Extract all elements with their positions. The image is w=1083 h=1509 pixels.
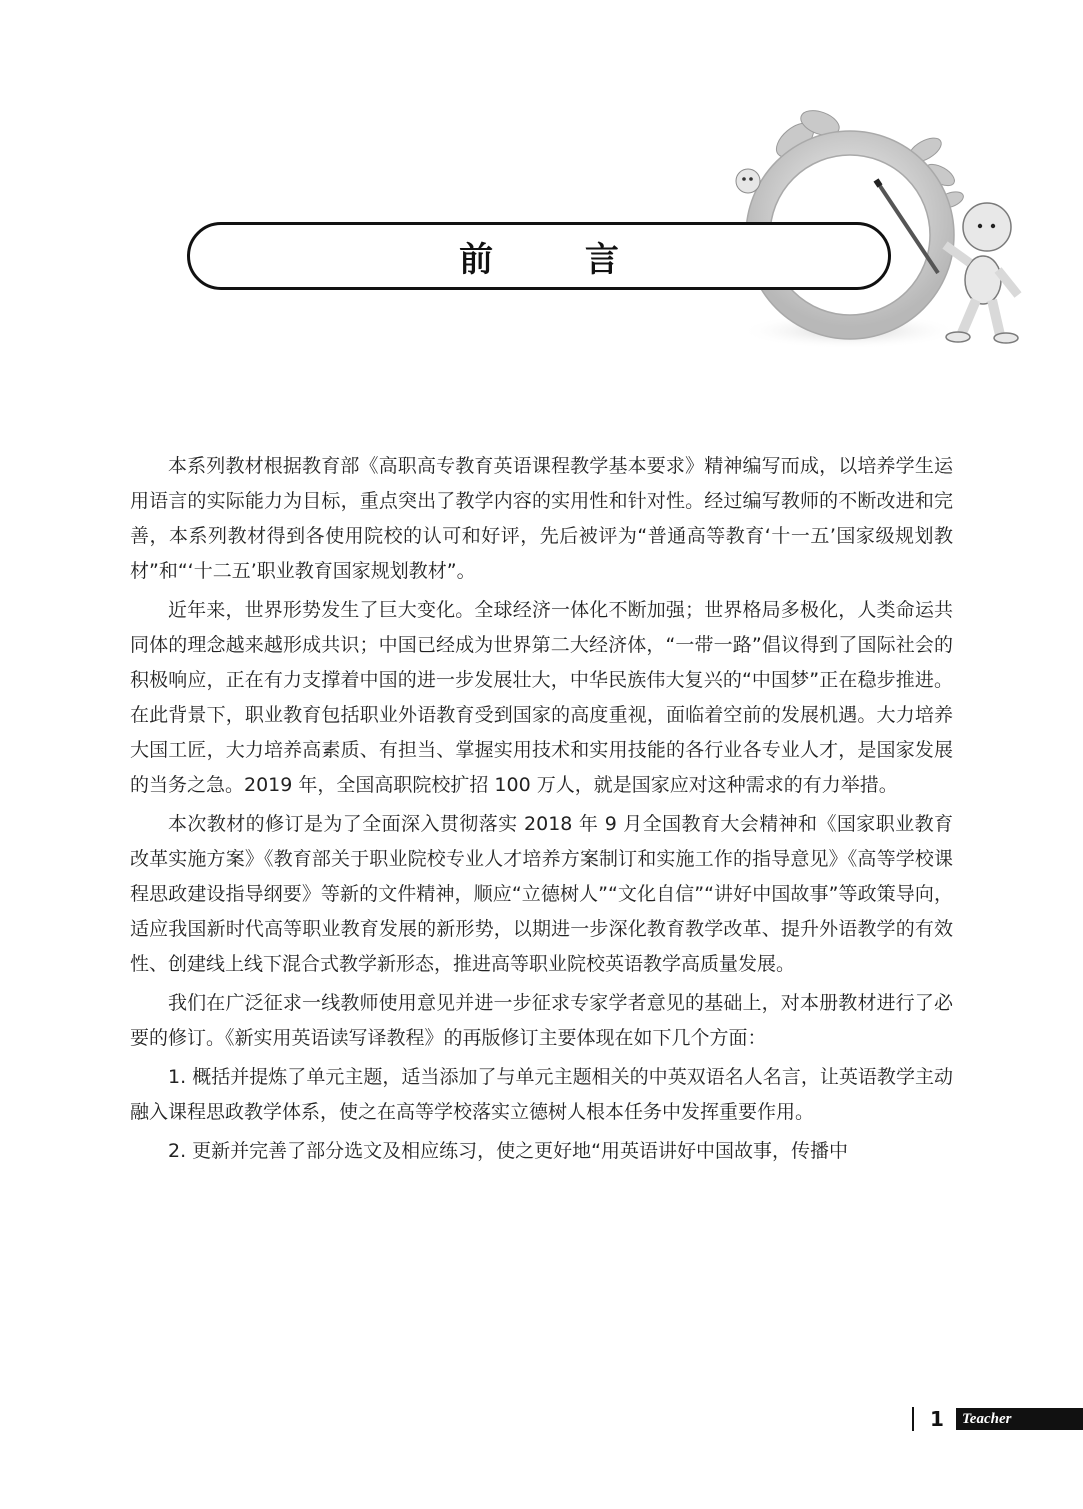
title-banner [187, 222, 891, 290]
page-footer [910, 1405, 1083, 1433]
preface-body [130, 449, 953, 1173]
paragraph: 近年来，世界形势发生了巨大变化。全球经济一体化不断加强；世界格局多极化，人类命运共同体的理念越来越形成共识；中国已经成为世界第二大经济体，“一带一路”倡议得到了国际社会的积极响应，正在有力支撑着中国的进一步发展壮大，中华民族伟大复兴的“中国梦”正在稳步推进。在此背景下，职业教育包括职业外语教育受到国家的高度重视，面临着空前的发展机遇。大力培养大国工匠，大力培养高素质、有担当、掌握实用技术和实用技能的各行业各专业人才，是国家发展的当务之急。2019 年，全国高职院校扩招 100 万人，就是国家应对这种需求的有力举措。 [130, 599, 953, 796]
paragraph: 1. 概括并提炼了单元主题，适当添加了与单元主题相关的中英双语名人名言，让英语教学主动融入课程思政教学体系，使之在高等学校落实立德树人根本任务中发挥重要作用。 [130, 1066, 953, 1123]
paragraph: 我们在广泛征求一线教师使用意见并进一步征求专家学者意见的基础上，对本册教材进行了必要的修订。《新实用英语读写译教程》的再版修订主要体现在如下几个方面： [130, 992, 953, 1049]
paragraph: 本次教材的修订是为了全面深入贯彻落实 2018 年 9 月全国教育大会精神和《国家职业教育改革实施方案》《教育部关于职业院校专业人才培养方案制订和实施工作的指导意见》《高等学校课程思政建设指导纲要》等新的文件精神，顺应“立德树人”“文化自信”“讲好中国故事”等政策导向，适应我国新时代高等职业教育发展的新形势，以期进一步深化教育教学改革、提升外语教学的有效性、创建线上线下混合式教学新形态，推进高等职业院校英语教学高质量发展。 [130, 813, 953, 975]
paragraph: 2. 更新并完善了部分选文及相应练习，使之更好地“用英语讲好中国故事，传播中 [168, 1140, 849, 1162]
page-number: 1 [930, 1407, 944, 1431]
footer-divider [912, 1407, 914, 1431]
teacher-tag: Teacher [956, 1408, 1083, 1430]
paragraph: 本系列教材根据教育部《高职高专教育英语课程教学基本要求》精神编写而成，以培养学生运用语言的实际能力为目标，重点突出了教学内容的实用性和针对性。经过编写教师的不断改进和完善，本系列教材得到各使用院校的认可和好评，先后被评为“普通高等教育‘十一五’国家级规划教材”和“‘十二五’职业教育国家规划教材”。 [130, 455, 953, 582]
small-mascot-icon [736, 169, 760, 193]
page-title: 前 言 [459, 239, 659, 280]
mascot-figure-icon [945, 203, 1018, 343]
